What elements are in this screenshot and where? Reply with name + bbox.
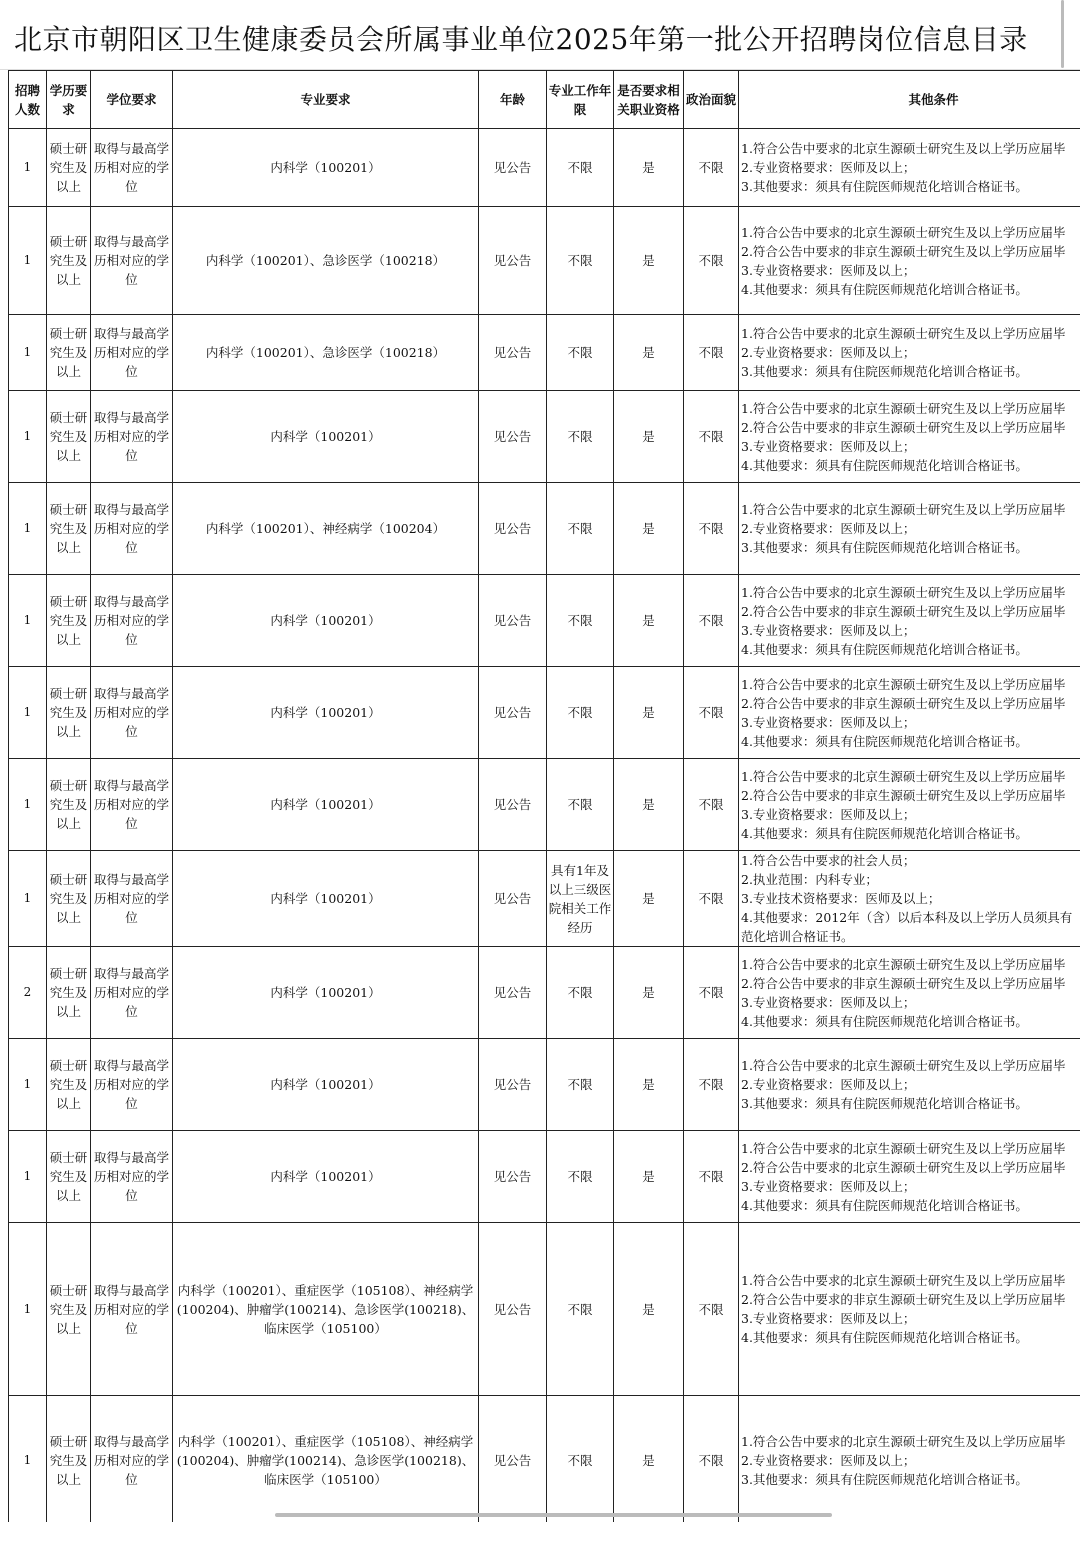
cell-cert: 是 xyxy=(614,575,684,667)
cell-other xyxy=(739,315,1080,391)
condition-line: 2.符合公告中要求的非京生源硕士研究生及以上学历应届毕 xyxy=(741,787,1066,803)
table-row xyxy=(9,483,1080,575)
condition-line: 2.符合公告中要求的非京生源硕士研究生及以上学历应届毕 xyxy=(741,695,1066,711)
cell-degree: 取得与最高学历相对应的学位 xyxy=(91,483,173,575)
cell-degree: 取得与最高学历相对应的学位 xyxy=(91,207,173,315)
cell-edu: 硕士研究生及以上 xyxy=(47,947,91,1039)
cell-edu: 硕士研究生及以上 xyxy=(47,1396,91,1523)
condition-line: 2.专业资格要求：医师及以上； xyxy=(741,1453,916,1468)
condition-line: 4.其他要求：须具有住院医师规范化培训合格证书。 xyxy=(741,1197,1028,1213)
cell-age: 见公告 xyxy=(479,1396,547,1523)
condition-line: 1.符合公告中要求的北京生源硕士研究生及以上学历应届毕 xyxy=(741,1273,1066,1288)
condition-line: 4.其他要求：须具有住院医师规范化培训合格证书。 xyxy=(741,641,1028,657)
cell-political: 不限 xyxy=(684,759,739,851)
cell-count: 1 xyxy=(9,1223,47,1396)
cell-cert: 是 xyxy=(614,207,684,315)
cell-years: 不限 xyxy=(547,315,614,391)
cell-edu: 硕士研究生及以上 xyxy=(47,1131,91,1223)
condition-line: 4.其他要求：须具有住院医师规范化培训合格证书。 xyxy=(741,281,1028,297)
cell-cert: 是 xyxy=(614,315,684,391)
table-row xyxy=(9,207,1080,315)
condition-line: 3.其他要求：须具有住院医师规范化培训合格证书。 xyxy=(741,1096,1028,1111)
cell-years: 不限 xyxy=(547,391,614,483)
condition-line: 1.符合公告中要求的北京生源硕士研究生及以上学历应届毕 xyxy=(741,584,1066,600)
cell-cert: 是 xyxy=(614,851,684,947)
condition-line: 3.专业资格要求：医师及以上； xyxy=(741,806,916,822)
cell-cert: 是 xyxy=(614,667,684,759)
condition-line: 1.符合公告中要求的北京生源硕士研究生及以上学历应届毕 xyxy=(741,1140,1066,1156)
cell-years: 不限 xyxy=(547,1131,614,1223)
header-count: 招聘人数 xyxy=(9,71,47,129)
horizontal-scrollbar[interactable] xyxy=(275,1513,832,1517)
cell-degree: 取得与最高学历相对应的学位 xyxy=(91,947,173,1039)
cell-age: 见公告 xyxy=(479,667,547,759)
cell-major: 内科学（100201）、急诊医学（100218） xyxy=(173,315,479,391)
cell-political: 不限 xyxy=(684,1396,739,1523)
cell-age: 见公告 xyxy=(479,1039,547,1131)
condition-line: 3.专业资格要求：医师及以上； xyxy=(741,622,916,638)
cell-other xyxy=(739,575,1080,667)
condition-line: 3.其他要求：须具有住院医师规范化培训合格证书。 xyxy=(741,1472,1028,1487)
cell-political: 不限 xyxy=(684,315,739,391)
cell-cert: 是 xyxy=(614,391,684,483)
cell-major: 内科学（100201）、神经病学（100204） xyxy=(173,483,479,575)
cell-degree: 取得与最高学历相对应的学位 xyxy=(91,759,173,851)
cell-political: 不限 xyxy=(684,1039,739,1131)
cell-count: 1 xyxy=(9,575,47,667)
cell-age: 见公告 xyxy=(479,207,547,315)
page-title: 北京市朝阳区卫生健康委员会所属事业单位2025年第一批公开招聘岗位信息目录 xyxy=(14,23,1028,56)
cell-age: 见公告 xyxy=(479,759,547,851)
condition-line: 1.符合公告中要求的北京生源硕士研究生及以上学历应届毕 xyxy=(741,1058,1066,1073)
condition-line: 1.符合公告中要求的北京生源硕士研究生及以上学历应届毕 xyxy=(741,768,1066,784)
cell-political: 不限 xyxy=(684,483,739,575)
cell-major: 内科学（100201） xyxy=(173,947,479,1039)
condition-line: 4.其他要求：2012年（含）以后本科及以上学历人员须具有 xyxy=(741,910,1073,925)
cell-other xyxy=(739,207,1080,315)
cell-cert: 是 xyxy=(614,1039,684,1131)
table-row xyxy=(9,1223,1080,1396)
cell-other xyxy=(739,1131,1080,1223)
condition-line: 1.符合公告中要求的社会人员； xyxy=(741,853,916,868)
condition-line: 3.专业资格要求：医师及以上； xyxy=(741,1311,916,1326)
header-major: 专业要求 xyxy=(173,71,479,129)
cell-cert: 是 xyxy=(614,1396,684,1523)
cell-edu: 硕士研究生及以上 xyxy=(47,315,91,391)
cell-other xyxy=(739,129,1080,207)
cell-cert: 是 xyxy=(614,759,684,851)
cell-other xyxy=(739,1223,1080,1396)
condition-line: 3.其他要求：须具有住院医师规范化培训合格证书。 xyxy=(741,364,1028,379)
cell-degree: 取得与最高学历相对应的学位 xyxy=(91,391,173,483)
cell-other xyxy=(739,483,1080,575)
cell-edu: 硕士研究生及以上 xyxy=(47,851,91,947)
cell-other xyxy=(739,851,1080,947)
positions-table xyxy=(8,70,1080,1522)
cell-edu: 硕士研究生及以上 xyxy=(47,667,91,759)
condition-line: 1.符合公告中要求的北京生源硕士研究生及以上学历应届毕 xyxy=(741,676,1066,692)
condition-line: 3.专业资格要求：医师及以上； xyxy=(741,714,916,730)
header-edu: 学历要求 xyxy=(47,71,91,129)
condition-line: 1.符合公告中要求的北京生源硕士研究生及以上学历应届毕 xyxy=(741,956,1066,972)
cell-count: 1 xyxy=(9,207,47,315)
condition-line: 3.专业资格要求：医师及以上； xyxy=(741,994,916,1010)
condition-line: 2.符合公告中要求的非京生源硕士研究生及以上学历应届毕 xyxy=(741,419,1066,435)
cell-years: 具有1年及以上三级医院相关工作经历 xyxy=(547,851,614,947)
cell-degree: 取得与最高学历相对应的学位 xyxy=(91,315,173,391)
cell-political: 不限 xyxy=(684,129,739,207)
cell-age: 见公告 xyxy=(479,315,547,391)
table-row xyxy=(9,851,1080,947)
cell-major: 内科学（100201）、重症医学（105108）、神经病学(100204)、肿瘤学(100214)、急诊医学(100218)、临床医学（105100） xyxy=(173,1396,479,1523)
cell-edu: 硕士研究生及以上 xyxy=(47,759,91,851)
cell-count: 1 xyxy=(9,1396,47,1523)
cell-edu: 硕士研究生及以上 xyxy=(47,207,91,315)
condition-line: 1.符合公告中要求的北京生源硕士研究生及以上学历应届毕 xyxy=(741,141,1066,156)
condition-line: 2.符合公告中要求的非京生源硕士研究生及以上学历应届毕 xyxy=(741,603,1066,619)
condition-line: 1.符合公告中要求的北京生源硕士研究生及以上学历应届毕 xyxy=(741,224,1066,240)
condition-line: 3.其他要求：须具有住院医师规范化培训合格证书。 xyxy=(741,179,1028,194)
cell-other xyxy=(739,759,1080,851)
condition-line: 1.符合公告中要求的北京生源硕士研究生及以上学历应届毕 xyxy=(741,326,1066,341)
cell-political: 不限 xyxy=(684,1223,739,1396)
cell-edu: 硕士研究生及以上 xyxy=(47,391,91,483)
table-row xyxy=(9,759,1080,851)
cell-degree: 取得与最高学历相对应的学位 xyxy=(91,1223,173,1396)
cell-political: 不限 xyxy=(684,391,739,483)
condition-line: 3.专业资格要求：医师及以上； xyxy=(741,1178,916,1194)
cell-count: 1 xyxy=(9,483,47,575)
condition-line: 3.其他要求：须具有住院医师规范化培训合格证书。 xyxy=(741,540,1028,555)
condition-line: 2.专业资格要求：医师及以上； xyxy=(741,160,916,175)
cell-other xyxy=(739,1039,1080,1131)
cell-count: 2 xyxy=(9,947,47,1039)
cell-degree: 取得与最高学历相对应的学位 xyxy=(91,575,173,667)
cell-years: 不限 xyxy=(547,483,614,575)
condition-line: 2.符合公告中要求的非京生源硕士研究生及以上学历应届毕 xyxy=(741,243,1066,259)
cell-major: 内科学（100201） xyxy=(173,391,479,483)
cell-age: 见公告 xyxy=(479,391,547,483)
cell-count: 1 xyxy=(9,759,47,851)
condition-line: 2.专业资格要求：医师及以上； xyxy=(741,521,916,536)
cell-years: 不限 xyxy=(547,1039,614,1131)
cell-degree: 取得与最高学历相对应的学位 xyxy=(91,851,173,947)
cell-edu: 硕士研究生及以上 xyxy=(47,575,91,667)
cell-major: 内科学（100201） xyxy=(173,575,479,667)
table-row xyxy=(9,947,1080,1039)
cell-degree: 取得与最高学历相对应的学位 xyxy=(91,667,173,759)
condition-line: 4.其他要求：须具有住院医师规范化培训合格证书。 xyxy=(741,825,1028,841)
cell-years: 不限 xyxy=(547,667,614,759)
cell-other xyxy=(739,667,1080,759)
cell-degree: 取得与最高学历相对应的学位 xyxy=(91,129,173,207)
cell-political: 不限 xyxy=(684,851,739,947)
cell-major: 内科学（100201） xyxy=(173,851,479,947)
table-header-row xyxy=(9,71,1080,129)
cell-edu: 硕士研究生及以上 xyxy=(47,129,91,207)
cell-count: 1 xyxy=(9,667,47,759)
condition-line: 2.符合公告中要求的北京生源硕士研究生及以上学历应届毕 xyxy=(741,1159,1066,1175)
cell-age: 见公告 xyxy=(479,1131,547,1223)
condition-line: 2.符合公告中要求的非京生源硕士研究生及以上学历应届毕 xyxy=(741,1292,1066,1307)
cell-cert: 是 xyxy=(614,947,684,1039)
cell-major: 内科学（100201） xyxy=(173,129,479,207)
cell-political: 不限 xyxy=(684,1131,739,1223)
cell-age: 见公告 xyxy=(479,1223,547,1396)
cell-major: 内科学（100201） xyxy=(173,1039,479,1131)
cell-years: 不限 xyxy=(547,129,614,207)
condition-line: 3.专业资格要求：医师及以上； xyxy=(741,262,916,278)
cell-cert: 是 xyxy=(614,1131,684,1223)
cell-edu: 硕士研究生及以上 xyxy=(47,1039,91,1131)
header-years: 专业工作年限 xyxy=(547,71,614,129)
cell-edu: 硕士研究生及以上 xyxy=(47,1223,91,1396)
header-cert: 是否要求相关职业资格 xyxy=(614,71,684,129)
cell-degree: 取得与最高学历相对应的学位 xyxy=(91,1396,173,1523)
cell-count: 1 xyxy=(9,391,47,483)
table-row xyxy=(9,575,1080,667)
cell-count: 1 xyxy=(9,851,47,947)
cell-age: 见公告 xyxy=(479,129,547,207)
cell-years: 不限 xyxy=(547,947,614,1039)
condition-line: 范化培训合格证书。 xyxy=(741,929,854,944)
cell-political: 不限 xyxy=(684,667,739,759)
cell-other xyxy=(739,391,1080,483)
condition-line: 2.专业资格要求：医师及以上； xyxy=(741,1077,916,1092)
condition-line: 4.其他要求：须具有住院医师规范化培训合格证书。 xyxy=(741,1330,1028,1345)
cell-degree: 取得与最高学历相对应的学位 xyxy=(91,1039,173,1131)
cell-major: 内科学（100201） xyxy=(173,667,479,759)
cell-major: 内科学（100201） xyxy=(173,1131,479,1223)
condition-line: 2.专业资格要求：医师及以上； xyxy=(741,345,916,360)
table-row xyxy=(9,391,1080,483)
cell-count: 1 xyxy=(9,315,47,391)
condition-line: 2.执业范围：内科专业； xyxy=(741,872,878,887)
cell-count: 1 xyxy=(9,1131,47,1223)
table-row xyxy=(9,315,1080,391)
condition-line: 2.符合公告中要求的非京生源硕士研究生及以上学历应届毕 xyxy=(741,975,1066,991)
cell-years: 不限 xyxy=(547,1223,614,1396)
cell-age: 见公告 xyxy=(479,851,547,947)
cell-major: 内科学（100201）、急诊医学（100218） xyxy=(173,207,479,315)
cell-political: 不限 xyxy=(684,207,739,315)
condition-line: 4.其他要求：须具有住院医师规范化培训合格证书。 xyxy=(741,733,1028,749)
cell-other xyxy=(739,1396,1080,1523)
cell-political: 不限 xyxy=(684,575,739,667)
header-political: 政治面貌 xyxy=(684,71,739,129)
vertical-scrollbar[interactable] xyxy=(1061,0,1064,68)
cell-degree: 取得与最高学历相对应的学位 xyxy=(91,1131,173,1223)
table-row xyxy=(9,667,1080,759)
cell-age: 见公告 xyxy=(479,483,547,575)
cell-major: 内科学（100201）、重症医学（105108）、神经病学(100204)、肿瘤学(100214)、急诊医学(100218)、临床医学（105100） xyxy=(173,1223,479,1396)
cell-years: 不限 xyxy=(547,1396,614,1523)
header-age: 年龄 xyxy=(479,71,547,129)
cell-count: 1 xyxy=(9,1039,47,1131)
condition-line: 1.符合公告中要求的北京生源硕士研究生及以上学历应届毕 xyxy=(741,502,1066,517)
cell-cert: 是 xyxy=(614,129,684,207)
cell-cert: 是 xyxy=(614,483,684,575)
cell-major: 内科学（100201） xyxy=(173,759,479,851)
cell-years: 不限 xyxy=(547,575,614,667)
table-row xyxy=(9,1396,1080,1523)
cell-political: 不限 xyxy=(684,947,739,1039)
condition-line: 4.其他要求：须具有住院医师规范化培训合格证书。 xyxy=(741,457,1028,473)
cell-years: 不限 xyxy=(547,759,614,851)
table-row xyxy=(9,129,1080,207)
header-degree: 学位要求 xyxy=(91,71,173,129)
cell-age: 见公告 xyxy=(479,575,547,667)
cell-years: 不限 xyxy=(547,207,614,315)
cell-age: 见公告 xyxy=(479,947,547,1039)
table-viewport xyxy=(8,70,1080,1522)
cell-count: 1 xyxy=(9,129,47,207)
table-row xyxy=(9,1131,1080,1223)
condition-line: 1.符合公告中要求的北京生源硕士研究生及以上学历应届毕 xyxy=(741,400,1066,416)
cell-edu: 硕士研究生及以上 xyxy=(47,483,91,575)
cell-other xyxy=(739,947,1080,1039)
header-other: 其他条件 xyxy=(739,71,1080,129)
condition-line: 4.其他要求：须具有住院医师规范化培训合格证书。 xyxy=(741,1013,1028,1029)
condition-line: 3.专业资格要求：医师及以上； xyxy=(741,438,916,454)
table-row xyxy=(9,1039,1080,1131)
cell-cert: 是 xyxy=(614,1223,684,1396)
condition-line: 1.符合公告中要求的北京生源硕士研究生及以上学历应届毕 xyxy=(741,1434,1066,1449)
condition-line: 3.专业技术资格要求：医师及以上； xyxy=(741,891,941,906)
